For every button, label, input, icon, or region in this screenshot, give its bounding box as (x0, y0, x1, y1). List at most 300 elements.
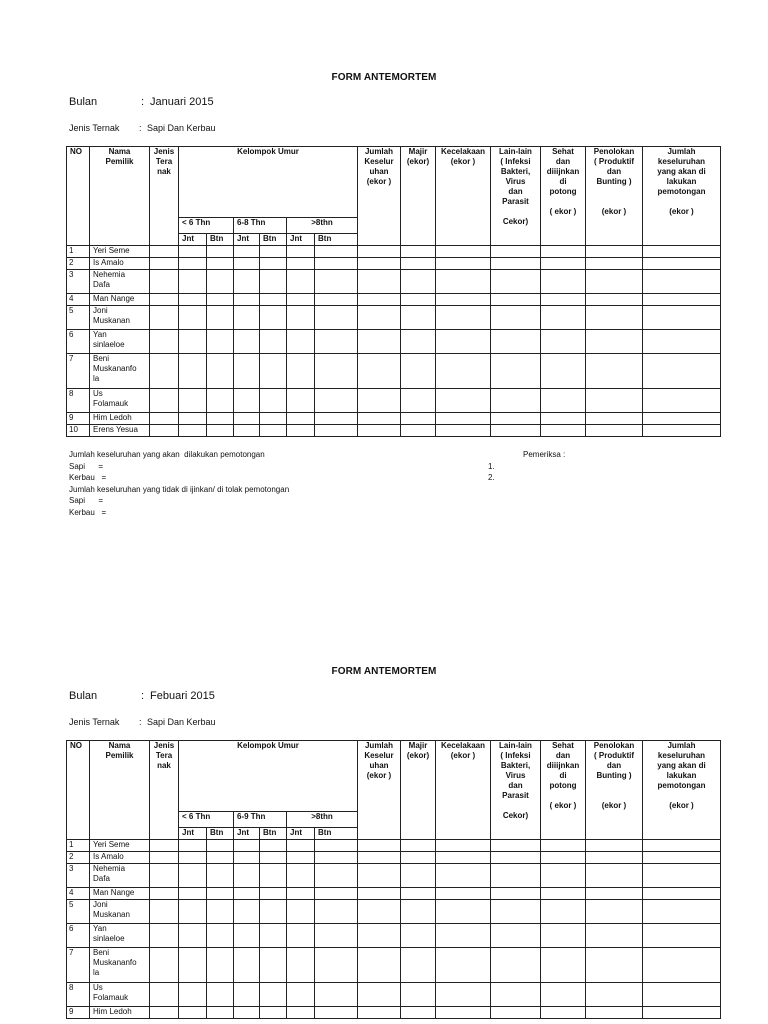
cell-entry[interactable] (260, 1007, 287, 1019)
cell-entry[interactable] (315, 354, 358, 389)
cell-entry[interactable] (436, 389, 491, 413)
cell-entry[interactable] (586, 413, 643, 425)
cell-entry[interactable] (401, 389, 436, 413)
header-no: NO (67, 147, 90, 246)
cell-entry[interactable] (491, 294, 541, 306)
row-nama-pemilik (90, 1007, 150, 1019)
cell-entry[interactable] (491, 924, 541, 948)
cell-entry[interactable] (150, 294, 179, 306)
cell-entry[interactable] (541, 1007, 586, 1019)
cell-entry[interactable] (287, 330, 315, 354)
cell-entry[interactable] (150, 270, 179, 294)
row-no: 9 (67, 413, 90, 425)
cell-entry[interactable] (287, 425, 315, 437)
cell-entry[interactable] (315, 948, 358, 983)
cell-entry[interactable] (179, 948, 207, 983)
cell-entry[interactable] (643, 948, 721, 983)
cell-entry[interactable] (207, 425, 234, 437)
row-no: 10 (67, 425, 90, 437)
cell-entry[interactable] (260, 840, 287, 852)
cell-entry[interactable] (643, 924, 721, 948)
cell-entry[interactable] (541, 413, 586, 425)
cell-entry[interactable] (287, 888, 315, 900)
cell-entry[interactable] (150, 413, 179, 425)
cell-entry[interactable] (150, 840, 179, 852)
cell-entry[interactable] (491, 246, 541, 258)
cell-entry[interactable] (541, 900, 586, 924)
name-line: Man Nange (93, 888, 135, 897)
cell-entry[interactable] (179, 924, 207, 948)
cell-entry[interactable] (586, 1007, 643, 1019)
cell-entry[interactable] (287, 258, 315, 270)
row-no: 6 (67, 330, 90, 354)
cell-entry[interactable] (207, 389, 234, 413)
cell-entry[interactable] (491, 330, 541, 354)
row-no: 1 (67, 840, 90, 852)
cell-entry[interactable] (260, 924, 287, 948)
row-nama-pemilik (90, 413, 150, 425)
cell-entry[interactable] (436, 330, 491, 354)
header-nama-pemilik (90, 741, 150, 840)
cell-entry[interactable] (643, 840, 721, 852)
name-line: Yan (93, 330, 107, 339)
cell-entry[interactable] (541, 852, 586, 864)
cell-entry[interactable] (358, 330, 401, 354)
cell-entry[interactable] (234, 413, 260, 425)
cell-entry[interactable] (315, 246, 358, 258)
cell-entry[interactable] (401, 413, 436, 425)
cell-entry[interactable] (491, 852, 541, 864)
cell-entry[interactable] (643, 258, 721, 270)
cell-entry[interactable] (234, 294, 260, 306)
cell-entry[interactable] (315, 306, 358, 330)
cell-entry[interactable] (358, 924, 401, 948)
cell-entry[interactable] (586, 258, 643, 270)
cell-entry[interactable] (491, 270, 541, 294)
cell-entry[interactable] (179, 1007, 207, 1019)
cell-entry[interactable] (358, 888, 401, 900)
cell-entry[interactable] (643, 354, 721, 389)
cell-entry[interactable] (207, 294, 234, 306)
cell-entry[interactable] (586, 983, 643, 1007)
cell-entry[interactable] (315, 924, 358, 948)
cell-entry[interactable] (315, 330, 358, 354)
cell-entry[interactable] (287, 900, 315, 924)
cell-entry[interactable] (150, 425, 179, 437)
cell-entry[interactable] (207, 246, 234, 258)
cell-entry[interactable] (586, 425, 643, 437)
cell-entry[interactable] (234, 330, 260, 354)
cell-entry[interactable] (401, 246, 436, 258)
cell-entry[interactable] (315, 258, 358, 270)
cell-entry[interactable] (401, 425, 436, 437)
cell-entry[interactable] (586, 900, 643, 924)
cell-entry[interactable] (179, 294, 207, 306)
cell-entry[interactable] (287, 389, 315, 413)
cell-entry[interactable] (491, 888, 541, 900)
cell-entry[interactable] (436, 888, 491, 900)
header-line: ( ekor ) (549, 207, 577, 216)
cell-entry[interactable] (436, 246, 491, 258)
cell-entry[interactable] (150, 900, 179, 924)
cell-entry[interactable] (179, 852, 207, 864)
cell-entry[interactable] (358, 1007, 401, 1019)
cell-entry[interactable] (234, 258, 260, 270)
cell-entry[interactable] (541, 425, 586, 437)
cell-entry[interactable] (358, 983, 401, 1007)
cell-entry[interactable] (260, 948, 287, 983)
cell-entry[interactable] (315, 1007, 358, 1019)
cell-entry[interactable] (207, 864, 234, 888)
cell-entry[interactable] (315, 900, 358, 924)
cell-entry[interactable] (358, 425, 401, 437)
header-line: Jumlah (667, 147, 696, 156)
cell-entry[interactable] (491, 354, 541, 389)
cell-entry[interactable] (260, 852, 287, 864)
cell-entry[interactable] (179, 425, 207, 437)
cell-entry[interactable] (287, 924, 315, 948)
cell-entry[interactable] (401, 924, 436, 948)
cell-entry[interactable] (643, 413, 721, 425)
cell-entry[interactable] (436, 924, 491, 948)
cell-entry[interactable] (401, 330, 436, 354)
cell-entry[interactable] (207, 983, 234, 1007)
cell-entry[interactable] (643, 270, 721, 294)
header-line: Bunting ) (596, 771, 632, 780)
cell-entry[interactable] (586, 306, 643, 330)
cell-entry[interactable] (234, 888, 260, 900)
cell-entry[interactable] (541, 270, 586, 294)
bulan-colon: : (141, 690, 145, 702)
cell-entry[interactable] (491, 864, 541, 888)
cell-entry[interactable] (541, 389, 586, 413)
cell-entry[interactable] (541, 924, 586, 948)
cell-entry[interactable] (150, 888, 179, 900)
cell-entry[interactable] (315, 983, 358, 1007)
cell-entry[interactable] (358, 294, 401, 306)
cell-entry[interactable] (541, 983, 586, 1007)
cell-entry[interactable] (541, 306, 586, 330)
cell-entry[interactable] (643, 330, 721, 354)
cell-entry[interactable] (260, 330, 287, 354)
name-line: la (93, 968, 100, 977)
cell-entry[interactable] (260, 389, 287, 413)
cell-entry[interactable] (179, 354, 207, 389)
cell-entry[interactable] (234, 1007, 260, 1019)
cell-entry[interactable] (260, 246, 287, 258)
cell-entry[interactable] (234, 900, 260, 924)
cell-entry[interactable] (207, 924, 234, 948)
cell-entry[interactable] (541, 864, 586, 888)
cell-entry[interactable] (586, 852, 643, 864)
header-line: potong (549, 187, 577, 196)
name-line: Man Nange (93, 294, 135, 303)
cell-entry[interactable] (358, 864, 401, 888)
cell-entry[interactable] (491, 840, 541, 852)
cell-entry[interactable] (358, 840, 401, 852)
cell-entry[interactable] (315, 294, 358, 306)
cell-entry[interactable] (260, 425, 287, 437)
cell-entry[interactable] (491, 1007, 541, 1019)
cell-entry[interactable] (401, 948, 436, 983)
header-line: ( Produktif (594, 751, 634, 760)
cell-entry[interactable] (358, 852, 401, 864)
cell-entry[interactable] (491, 306, 541, 330)
cell-entry[interactable] (150, 1007, 179, 1019)
cell-entry[interactable] (315, 425, 358, 437)
cell-entry[interactable] (287, 294, 315, 306)
cell-entry[interactable] (401, 864, 436, 888)
row-no: 2 (67, 258, 90, 270)
cell-entry[interactable] (315, 888, 358, 900)
cell-entry[interactable] (207, 413, 234, 425)
cell-entry[interactable] (260, 258, 287, 270)
cell-entry[interactable] (586, 246, 643, 258)
header-line: Virus (505, 177, 526, 186)
cell-entry[interactable] (179, 888, 207, 900)
cell-entry[interactable] (586, 270, 643, 294)
cell-entry[interactable] (150, 246, 179, 258)
cell-entry[interactable] (358, 246, 401, 258)
cell-entry[interactable] (401, 294, 436, 306)
cell-entry[interactable] (401, 983, 436, 1007)
cell-entry[interactable] (643, 888, 721, 900)
cell-entry[interactable] (436, 258, 491, 270)
cell-entry[interactable] (401, 888, 436, 900)
cell-entry[interactable] (643, 306, 721, 330)
cell-entry[interactable] (234, 270, 260, 294)
cell-entry[interactable] (260, 270, 287, 294)
cell-entry[interactable] (287, 413, 315, 425)
cell-entry[interactable] (643, 425, 721, 437)
cell-entry[interactable] (287, 852, 315, 864)
cell-entry[interactable] (436, 900, 491, 924)
cell-entry[interactable] (358, 389, 401, 413)
cell-entry[interactable] (491, 413, 541, 425)
cell-entry[interactable] (179, 246, 207, 258)
cell-entry[interactable] (260, 294, 287, 306)
cell-entry[interactable] (315, 413, 358, 425)
cell-entry[interactable] (586, 840, 643, 852)
cell-entry[interactable] (234, 924, 260, 948)
header-jnt: Jnt (179, 234, 207, 246)
cell-entry[interactable] (234, 864, 260, 888)
cell-entry[interactable] (315, 840, 358, 852)
cell-entry[interactable] (207, 948, 234, 983)
name-line: Muskananfo (93, 958, 137, 967)
cell-entry[interactable] (401, 840, 436, 852)
cell-entry[interactable] (179, 413, 207, 425)
cell-entry[interactable] (358, 306, 401, 330)
cell-entry[interactable] (541, 888, 586, 900)
header-age-6-8: 6-9 Thn (234, 812, 287, 828)
cell-entry[interactable] (358, 270, 401, 294)
cell-entry[interactable] (234, 246, 260, 258)
cell-entry[interactable] (491, 425, 541, 437)
cell-entry[interactable] (436, 306, 491, 330)
cell-entry[interactable] (179, 389, 207, 413)
cell-entry[interactable] (586, 389, 643, 413)
cell-entry[interactable] (179, 258, 207, 270)
cell-entry[interactable] (260, 306, 287, 330)
cell-entry[interactable] (315, 852, 358, 864)
cell-entry[interactable] (207, 852, 234, 864)
cell-entry[interactable] (207, 354, 234, 389)
cell-entry[interactable] (207, 900, 234, 924)
cell-entry[interactable] (234, 840, 260, 852)
cell-entry[interactable] (436, 413, 491, 425)
cell-entry[interactable] (260, 864, 287, 888)
cell-entry[interactable] (234, 306, 260, 330)
cell-entry[interactable] (541, 840, 586, 852)
cell-entry[interactable] (287, 983, 315, 1007)
cell-entry[interactable] (643, 852, 721, 864)
cell-entry[interactable] (436, 840, 491, 852)
cell-entry[interactable] (207, 270, 234, 294)
cell-entry[interactable] (643, 983, 721, 1007)
cell-entry[interactable] (491, 258, 541, 270)
cell-entry[interactable] (150, 864, 179, 888)
cell-entry[interactable] (401, 900, 436, 924)
cell-entry[interactable] (260, 354, 287, 389)
cell-entry[interactable] (541, 294, 586, 306)
header-jumlah-pemotongan (643, 147, 721, 246)
cell-entry[interactable] (179, 330, 207, 354)
cell-entry[interactable] (643, 294, 721, 306)
cell-entry[interactable] (179, 864, 207, 888)
cell-entry[interactable] (643, 864, 721, 888)
cell-entry[interactable] (207, 258, 234, 270)
cell-entry[interactable] (436, 948, 491, 983)
header-btn: Btn (260, 234, 287, 246)
cell-entry[interactable] (287, 948, 315, 983)
cell-entry[interactable] (586, 294, 643, 306)
cell-entry[interactable] (643, 246, 721, 258)
cell-entry[interactable] (401, 306, 436, 330)
cell-entry[interactable] (287, 840, 315, 852)
cell-entry[interactable] (436, 852, 491, 864)
cell-entry[interactable] (541, 246, 586, 258)
cell-entry[interactable] (358, 413, 401, 425)
cell-entry[interactable] (401, 258, 436, 270)
cell-entry[interactable] (586, 948, 643, 983)
cell-entry[interactable] (287, 1007, 315, 1019)
row-no: 2 (67, 852, 90, 864)
cell-entry[interactable] (315, 270, 358, 294)
cell-entry[interactable] (491, 900, 541, 924)
cell-entry[interactable] (436, 864, 491, 888)
cell-entry[interactable] (207, 1007, 234, 1019)
cell-entry[interactable] (436, 1007, 491, 1019)
cell-entry[interactable] (260, 983, 287, 1007)
cell-entry[interactable] (541, 258, 586, 270)
name-line: Is Amalo (93, 258, 124, 267)
cell-entry[interactable] (150, 924, 179, 948)
cell-entry[interactable] (207, 840, 234, 852)
cell-entry[interactable] (491, 983, 541, 1007)
cell-entry[interactable] (207, 888, 234, 900)
cell-entry[interactable] (150, 354, 179, 389)
cell-entry[interactable] (287, 864, 315, 888)
cell-entry[interactable] (207, 306, 234, 330)
cell-entry[interactable] (150, 852, 179, 864)
cell-entry[interactable] (150, 389, 179, 413)
cell-entry[interactable] (179, 900, 207, 924)
pemeriksa-2: 2. (488, 473, 495, 482)
cell-entry[interactable] (401, 1007, 436, 1019)
cell-entry[interactable] (179, 270, 207, 294)
cell-entry[interactable] (287, 354, 315, 389)
cell-entry[interactable] (491, 389, 541, 413)
cell-entry[interactable] (586, 330, 643, 354)
cell-entry[interactable] (150, 948, 179, 983)
cell-entry[interactable] (491, 948, 541, 983)
cell-entry[interactable] (643, 1007, 721, 1019)
cell-entry[interactable] (586, 924, 643, 948)
cell-entry[interactable] (436, 354, 491, 389)
cell-entry[interactable] (260, 888, 287, 900)
cell-entry[interactable] (260, 413, 287, 425)
cell-entry[interactable] (234, 948, 260, 983)
cell-entry[interactable] (358, 948, 401, 983)
cell-entry[interactable] (541, 354, 586, 389)
cell-entry[interactable] (207, 330, 234, 354)
cell-entry[interactable] (586, 864, 643, 888)
cell-entry[interactable] (643, 389, 721, 413)
cell-entry[interactable] (287, 246, 315, 258)
cell-entry[interactable] (287, 270, 315, 294)
cell-entry[interactable] (179, 840, 207, 852)
cell-entry[interactable] (150, 983, 179, 1007)
cell-entry[interactable] (401, 354, 436, 389)
cell-entry[interactable] (179, 983, 207, 1007)
cell-entry[interactable] (315, 389, 358, 413)
cell-entry[interactable] (643, 900, 721, 924)
header-line: ( Produktif (594, 157, 634, 166)
cell-entry[interactable] (436, 270, 491, 294)
cell-entry[interactable] (358, 354, 401, 389)
cell-entry[interactable] (150, 306, 179, 330)
cell-entry[interactable] (234, 425, 260, 437)
cell-entry[interactable] (436, 425, 491, 437)
cell-entry[interactable] (358, 258, 401, 270)
cell-entry[interactable] (436, 983, 491, 1007)
cell-entry[interactable] (150, 258, 179, 270)
cell-entry[interactable] (179, 306, 207, 330)
cell-entry[interactable] (401, 852, 436, 864)
cell-entry[interactable] (234, 983, 260, 1007)
cell-entry[interactable] (287, 306, 315, 330)
header-line: Tera (155, 751, 173, 760)
cell-entry[interactable] (150, 330, 179, 354)
cell-entry[interactable] (586, 354, 643, 389)
header-line: (ekor ) (601, 801, 627, 810)
cell-entry[interactable] (234, 354, 260, 389)
cell-entry[interactable] (436, 294, 491, 306)
cell-entry[interactable] (401, 270, 436, 294)
cell-entry[interactable] (234, 852, 260, 864)
cell-entry[interactable] (260, 900, 287, 924)
cell-entry[interactable] (541, 948, 586, 983)
cell-entry[interactable] (315, 864, 358, 888)
cell-entry[interactable] (358, 900, 401, 924)
header-line: (ekor ) (450, 157, 476, 166)
cell-entry[interactable] (234, 389, 260, 413)
cell-entry[interactable] (541, 330, 586, 354)
cell-entry[interactable] (586, 888, 643, 900)
header-line: (ekor ) (669, 207, 694, 216)
pemeriksa-block (488, 449, 566, 484)
